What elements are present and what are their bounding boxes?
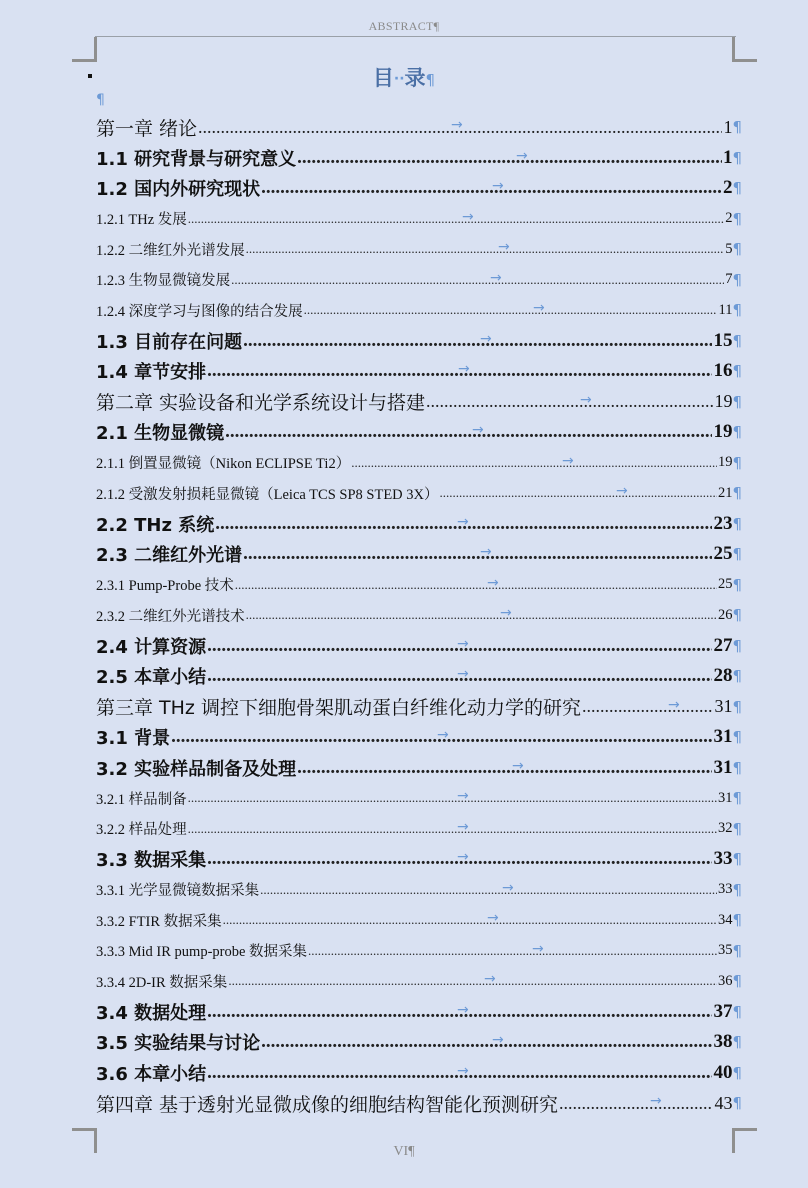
tab-arrow-icon: → — [616, 483, 628, 499]
toc-entry[interactable] — [96, 600, 742, 631]
tab-arrow-icon: → — [512, 757, 524, 774]
toc-entry[interactable] — [96, 631, 742, 662]
pilcrow-mark: ¶ — [732, 789, 742, 808]
toc-entry-page: 2 — [725, 210, 733, 227]
toc-entry-page: 7 — [725, 271, 733, 288]
pilcrow-mark: ¶ — [732, 1063, 742, 1082]
tab-arrow-icon: → — [437, 727, 449, 743]
toc-entry-title: 3.3 数据采集 — [96, 850, 207, 872]
tab-arrow-icon: → — [502, 879, 514, 896]
dot-leader — [235, 574, 717, 593]
toc-entry[interactable] — [96, 783, 742, 814]
dot-leader — [582, 696, 714, 717]
page-number-footer: VI¶ — [393, 1144, 415, 1159]
pilcrow-mark: ¶ — [732, 575, 742, 594]
toc-entry-title: 第三章 THz 调控下细胞骨架肌动蛋白纤维化动力学的研究 — [96, 697, 581, 720]
toc-entry-title: 2.2 THz 系统 — [96, 514, 215, 536]
toc-entry-title: 1.2.4 深度学习与图像的结合发展 — [96, 303, 303, 320]
pilcrow-mark: ¶ — [732, 362, 742, 381]
dot-leader — [225, 421, 712, 443]
pilcrow-mark: ¶ — [732, 850, 742, 869]
toc-entry[interactable] — [96, 997, 742, 1028]
toc-entry-page: 1 — [722, 146, 733, 168]
dot-leader — [246, 607, 717, 623]
pilcrow-mark: ¶ — [732, 697, 742, 716]
title-char-2: 录 — [404, 66, 426, 90]
toc-entry-page: 15 — [713, 329, 733, 351]
dot-leader — [260, 879, 717, 898]
tab-arrow-icon: → — [457, 635, 469, 652]
tab-arrow-icon: → — [457, 1062, 469, 1079]
toc-entry-title: 3.5 实验结果与讨论 — [96, 1033, 261, 1055]
pilcrow-mark: ¶ — [732, 179, 742, 198]
dot-leader — [351, 452, 717, 471]
tab-arrow-icon: → — [480, 544, 492, 560]
toc-entry-title: 2.1.1 倒置显微镜（Nikon ECLIPSE Ti2） — [96, 456, 351, 473]
tab-arrow-icon: → — [562, 452, 574, 469]
toc-entry-page: 27 — [713, 634, 733, 656]
toc-entry-title: 1.2.3 生物显微镜发展 — [96, 273, 231, 290]
dot-leader — [188, 790, 717, 806]
pilcrow-mark: ¶ — [732, 1094, 742, 1113]
toc-entry[interactable] — [96, 326, 742, 357]
toc-entry-page: 33 — [717, 881, 733, 898]
toc-entry-page: 16 — [713, 360, 733, 382]
toc-entry-title: 1.2 国内外研究现状 — [96, 179, 261, 201]
pilcrow-mark: ¶ — [732, 392, 742, 411]
dot-leader — [308, 940, 717, 959]
pilcrow-mark: ¶ — [732, 209, 742, 228]
dot-leader — [297, 757, 712, 779]
pilcrow-mark: ¶ — [732, 606, 742, 625]
crop-mark-top-left — [72, 37, 97, 62]
title-spacing-dots: ·· — [393, 71, 405, 87]
toc-entry-title: 3.2.1 样品制备 — [96, 791, 187, 808]
dot-leader — [426, 391, 713, 412]
pilcrow-mark: ¶ — [732, 1033, 742, 1052]
toc-entry-page: 43 — [714, 1092, 733, 1113]
tab-arrow-icon: → — [457, 666, 469, 682]
toc-entry[interactable] — [96, 936, 742, 967]
toc-entry-page: 31 — [713, 726, 733, 748]
pilcrow-mark: ¶ — [732, 911, 742, 930]
dot-leader — [243, 330, 712, 352]
toc-entry-title: 3.3.1 光学显微镜数据采集 — [96, 883, 260, 900]
toc-entry-title: 3.2 实验样品制备及处理 — [96, 758, 297, 780]
toc-entry-page: 28 — [713, 665, 733, 687]
toc-entry[interactable] — [96, 661, 742, 692]
toc-entry-page: 1 — [723, 116, 733, 137]
toc-entry-page: 19 — [714, 391, 733, 412]
dot-leader — [261, 1031, 712, 1053]
tab-arrow-icon: → — [487, 574, 499, 591]
pilcrow-mark: ¶ — [732, 758, 742, 777]
tab-arrow-icon: → — [487, 910, 499, 926]
toc-entry-title: 3.6 本章小结 — [96, 1063, 207, 1085]
toc-entry-page: 2 — [722, 177, 733, 199]
pilcrow-mark: ¶ — [732, 1002, 742, 1021]
tab-arrow-icon: → — [457, 513, 469, 530]
toc-entry-title: 2.1 生物显微镜 — [96, 423, 225, 445]
toc-entry-page: 38 — [713, 1031, 733, 1053]
toc-entry[interactable] — [96, 509, 742, 540]
toc-entry-title: 1.4 章节安排 — [96, 362, 207, 384]
dot-leader — [188, 208, 724, 227]
tab-arrow-icon: → — [457, 1001, 469, 1018]
dot-leader — [440, 485, 717, 501]
toc-entry-title: 3.3.2 FTIR 数据采集 — [96, 913, 222, 930]
toc-entry[interactable] — [96, 539, 742, 570]
toc-entry[interactable] — [96, 448, 742, 479]
toc-entry[interactable] — [96, 692, 742, 723]
toc-entry-title: 2.1.2 受激发射损耗显微镜（Leica TCS SP8 STED 3X） — [96, 486, 439, 503]
toc-entry-page: 31 — [713, 756, 733, 778]
tab-arrow-icon: → — [457, 788, 469, 804]
tab-arrow-icon: → — [492, 178, 504, 194]
toc-entry-title: 1.2.1 THz 发展 — [96, 212, 187, 229]
pilcrow-mark: ¶ — [732, 728, 742, 747]
pilcrow-mark: ¶ — [732, 514, 742, 533]
dot-leader — [228, 973, 717, 989]
pilcrow-mark: ¶ — [732, 667, 742, 686]
pilcrow-mark: ¶ — [732, 270, 742, 289]
toc-entry[interactable] — [96, 1027, 742, 1058]
toc-entry-page: 25 — [713, 543, 733, 565]
toc-entry-title: 第四章 基于透射光显微成像的细胞结构智能化预测研究 — [96, 1093, 559, 1116]
toc-entry-page: 34 — [717, 911, 733, 928]
dot-leader — [231, 269, 724, 288]
pilcrow-mark: ¶ — [732, 484, 742, 503]
tab-arrow-icon: → — [650, 1093, 662, 1109]
toc-entry[interactable] — [96, 387, 742, 418]
empty-paragraph-mark: ¶ — [96, 92, 105, 108]
toc-entry[interactable] — [96, 143, 742, 174]
dot-leader — [243, 543, 712, 565]
toc-entry-page: 11 — [718, 301, 733, 318]
title-char-1: 目 — [372, 66, 394, 90]
tab-arrow-icon: → — [457, 818, 469, 835]
crop-mark-top-right — [732, 37, 757, 62]
pilcrow-mark: ¶ — [732, 423, 742, 442]
toc-entry-page: 31 — [714, 696, 733, 717]
tab-arrow-icon: → — [533, 300, 545, 316]
pilcrow-mark: ¶ — [732, 118, 742, 137]
pilcrow-mark: ¶ — [732, 636, 742, 655]
pilcrow-mark: ¶ — [732, 545, 742, 564]
toc-entry[interactable] — [96, 265, 742, 296]
toc-entry-title: 1.1 研究背景与研究意义 — [96, 148, 297, 170]
dot-leader — [188, 818, 717, 837]
tab-arrow-icon: → — [490, 269, 502, 286]
toc-entry-title: 第一章 绪论 — [96, 117, 198, 140]
dot-leader — [246, 241, 725, 257]
pilcrow-mark: ¶ — [732, 941, 742, 960]
tab-arrow-icon: → — [516, 147, 528, 164]
toc-entry-title: 1.3 目前存在问题 — [96, 331, 243, 353]
toc-entry[interactable] — [96, 417, 742, 448]
tab-arrow-icon: → — [462, 208, 474, 225]
toc-entry-title: 2.5 本章小结 — [96, 667, 207, 689]
toc-entry[interactable] — [96, 905, 742, 936]
toc-entry-title: 3.4 数据处理 — [96, 1002, 207, 1024]
toc-entry[interactable] — [96, 295, 742, 326]
toc-entry-title: 2.3.2 二维红外光谱技术 — [96, 608, 245, 625]
toc-entry[interactable] — [96, 1058, 742, 1089]
pilcrow-mark: ¶ — [425, 71, 436, 89]
toc-entry-page: 26 — [717, 606, 733, 623]
tab-arrow-icon: → — [580, 391, 592, 408]
toc-entry-page: 35 — [717, 942, 733, 959]
pilcrow-mark: ¶ — [732, 331, 742, 350]
dot-leader — [559, 1093, 713, 1114]
pilcrow-mark: ¶ — [732, 240, 742, 259]
toc-entry-page: 37 — [713, 1000, 733, 1022]
dot-leader — [297, 147, 722, 169]
toc-entry-page: 40 — [713, 1061, 733, 1083]
tab-arrow-icon: → — [498, 239, 510, 255]
toc-entry-title: 3.3.4 2D-IR 数据采集 — [96, 974, 228, 991]
pilcrow-mark: ¶ — [732, 880, 742, 899]
pilcrow-mark: ¶ — [732, 819, 742, 838]
pilcrow-mark: ¶ — [732, 972, 742, 991]
toc-entry-title: 2.4 计算资源 — [96, 636, 207, 658]
toc-entry-page: 31 — [717, 789, 733, 806]
toc-entry[interactable] — [96, 112, 742, 143]
toc-entry-page: 5 — [725, 240, 733, 257]
toc-entry-title: 2.3.1 Pump-Probe 技术 — [96, 578, 234, 595]
toc-entry[interactable] — [96, 570, 742, 601]
toc-title — [0, 62, 808, 92]
table-of-contents — [96, 112, 742, 1119]
dot-leader — [304, 302, 718, 318]
toc-entry[interactable] — [96, 875, 742, 906]
toc-entry[interactable] — [96, 173, 742, 204]
dot-leader — [223, 912, 717, 928]
running-header: ABSTRACT¶ — [368, 19, 440, 33]
toc-entry[interactable] — [96, 966, 742, 997]
toc-entry-title: 3.2.2 样品处理 — [96, 822, 187, 839]
toc-entry-title: 3.1 背景 — [96, 728, 171, 750]
toc-entry-page: 19 — [717, 454, 733, 471]
toc-entry[interactable] — [96, 753, 742, 784]
toc-entry[interactable] — [96, 234, 742, 265]
toc-entry-page: 23 — [713, 512, 733, 534]
toc-entry-title: 3.3.3 Mid IR pump-probe 数据采集 — [96, 944, 308, 961]
toc-entry[interactable] — [96, 356, 742, 387]
tab-arrow-icon: → — [492, 1032, 504, 1048]
toc-entry[interactable] — [96, 1088, 742, 1119]
toc-entry-page: 32 — [717, 820, 733, 837]
toc-entry-page: 36 — [717, 972, 733, 989]
toc-entry-page: 33 — [713, 848, 733, 870]
tab-arrow-icon: → — [458, 361, 470, 377]
pilcrow-mark: ¶ — [732, 301, 742, 320]
toc-entry-title: 1.2.2 二维红外光谱发展 — [96, 242, 245, 259]
toc-entry[interactable] — [96, 844, 742, 875]
toc-entry-page: 21 — [717, 484, 733, 501]
tab-arrow-icon: → — [668, 696, 680, 713]
toc-entry-page: 19 — [713, 421, 733, 443]
pilcrow-mark: ¶ — [732, 453, 742, 472]
toc-entry[interactable] — [96, 722, 742, 753]
toc-entry[interactable] — [96, 814, 742, 845]
pilcrow-mark: ¶ — [732, 148, 742, 167]
toc-entry-title: 2.3 二维红外光谱 — [96, 545, 243, 567]
tab-arrow-icon: → — [457, 849, 469, 865]
toc-entry[interactable] — [96, 478, 742, 509]
toc-entry[interactable] — [96, 204, 742, 235]
tab-arrow-icon: → — [500, 605, 512, 621]
tab-arrow-icon: → — [472, 422, 484, 438]
tab-arrow-icon: → — [484, 971, 496, 987]
toc-entry-page: 25 — [717, 576, 733, 593]
tab-arrow-icon: → — [480, 330, 492, 347]
header-rule — [95, 36, 736, 37]
toc-entry-title: 第二章 实验设备和光学系统设计与搭建 — [96, 392, 426, 415]
tab-arrow-icon: → — [532, 940, 544, 957]
tab-arrow-icon: → — [451, 117, 463, 133]
